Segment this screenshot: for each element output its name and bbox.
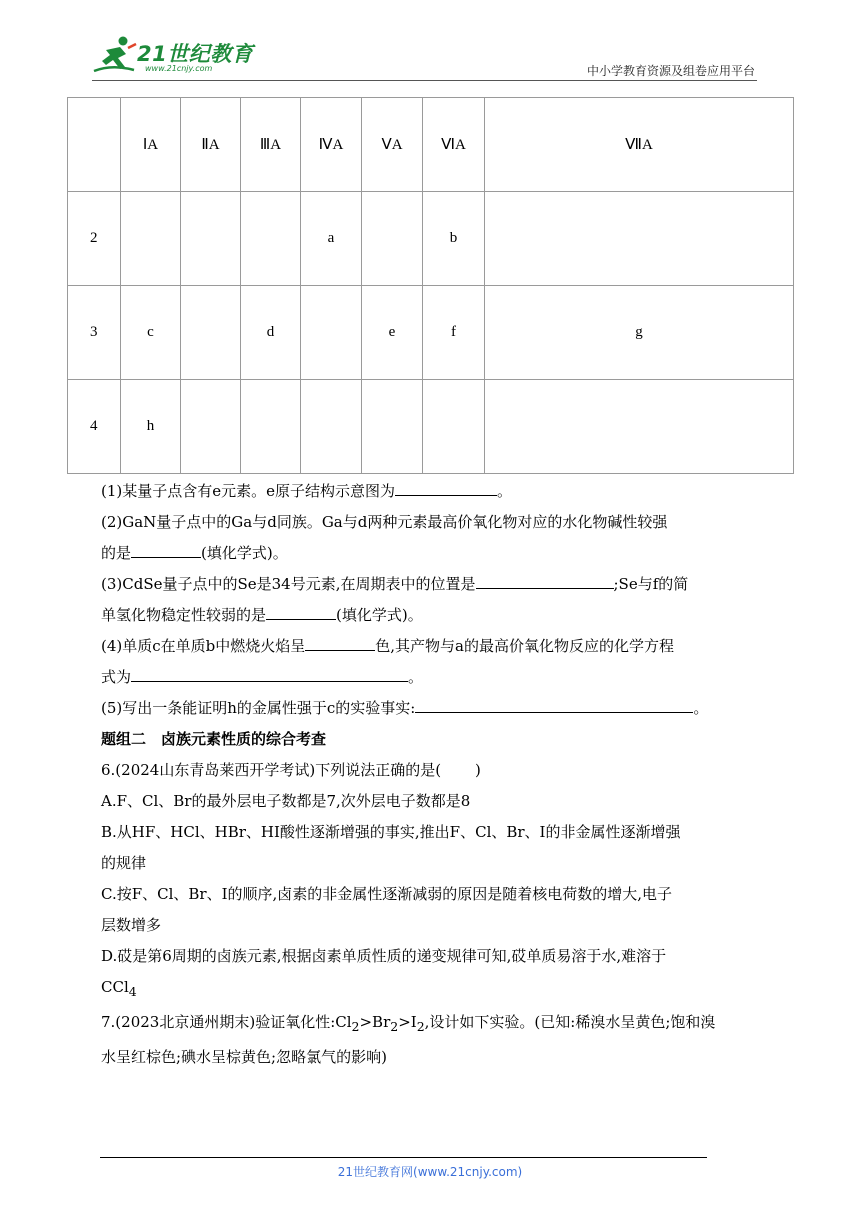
header-divider xyxy=(92,80,757,81)
question-4 xyxy=(101,631,763,662)
table-cell xyxy=(362,380,423,474)
question-4-cont xyxy=(101,662,763,693)
table-cell: f xyxy=(423,286,485,380)
question-text: (1)某量子点含有e元素。e原子结构示意图为 xyxy=(101,482,396,500)
table-cell xyxy=(68,98,121,192)
table-cell: a xyxy=(301,192,362,286)
option-b: B.从HF、HCl、HBr、HI酸性逐渐增强的事实,推出F、Cl、Br、I的非金属性逐渐增强 xyxy=(101,823,681,841)
answer-blank xyxy=(305,633,375,651)
question-text: (4)单质c在单质b中燃烧火焰呈 xyxy=(101,637,306,655)
table-cell: b xyxy=(423,192,485,286)
logo xyxy=(92,34,267,76)
platform-title: 中小学教育资源及组卷应用平台 xyxy=(586,64,755,78)
table-cell: e xyxy=(362,286,423,380)
question-text: 。 xyxy=(408,668,424,686)
table-row xyxy=(68,380,794,474)
group-header: ⅦA xyxy=(485,98,794,192)
question-text: ;Se与f的简 xyxy=(613,575,689,593)
formula-subscript: 4 xyxy=(128,984,137,999)
group-header: ⅢA xyxy=(241,98,301,192)
question-1 xyxy=(101,476,763,507)
question-text: (5)写出一条能证明h的金属性强于c的实验事实: xyxy=(101,699,416,717)
table-cell: h xyxy=(121,380,181,474)
group-header: ⅥA xyxy=(423,98,485,192)
question-text: (填化学式)。 xyxy=(201,544,288,562)
table-cell xyxy=(301,286,362,380)
question-7 xyxy=(101,1007,763,1042)
table-cell xyxy=(181,380,241,474)
table-cell xyxy=(485,192,794,286)
section-title: 题组二 卤族元素性质的综合考查 xyxy=(101,730,327,748)
table-cell xyxy=(241,380,301,474)
question-text: (3)CdSe量子点中的Se是34号元素,在周期表中的位置是 xyxy=(101,575,476,593)
period-label: 3 xyxy=(68,286,121,380)
question-text: (2)GaN量子点中的Ga与d同族。Ga与d两种元素最高价氧化物对应的水化物碱性较强 xyxy=(101,513,668,531)
table-cell xyxy=(181,286,241,380)
question-text: 6.(2024山东青岛莱西开学考试)下列说法正确的是( xyxy=(101,761,442,779)
table-row xyxy=(68,192,794,286)
table-cell: c xyxy=(121,286,181,380)
option-b-cont: 的规律 xyxy=(101,854,147,872)
question-text: 7.(2023北京通州期末)验证氧化性:Cl xyxy=(101,1013,352,1031)
question-5 xyxy=(101,693,763,724)
table-cell xyxy=(423,380,485,474)
formula-subscript: 2 xyxy=(416,1019,425,1034)
footer-link[interactable]: 21世纪教育网(www.21cnjy.com) xyxy=(337,1165,523,1179)
question-text: ) xyxy=(475,761,481,779)
question-2-cont xyxy=(101,538,763,569)
question-text: >I xyxy=(398,1013,417,1031)
table-header-row xyxy=(68,98,794,192)
group-header: ⅤA xyxy=(362,98,423,192)
table-row xyxy=(68,286,794,380)
answer-blank xyxy=(415,695,693,713)
question-3-cont xyxy=(101,600,763,631)
logo-url: www.21cnjy.com xyxy=(145,64,213,73)
question-3 xyxy=(101,569,763,600)
table-cell xyxy=(362,192,423,286)
footer-divider xyxy=(100,1157,707,1158)
answer-blank xyxy=(266,602,336,620)
formula-subscript: 2 xyxy=(390,1019,399,1034)
table-cell xyxy=(121,192,181,286)
table-cell: d xyxy=(241,286,301,380)
question-text: 色,其产物与a的最高价氧化物反应的化学方程 xyxy=(375,637,674,655)
runner-logo-icon xyxy=(92,34,140,76)
question-2 xyxy=(101,507,763,538)
question-text: 的是 xyxy=(101,544,132,562)
answer-blank xyxy=(395,478,497,496)
question-text: >Br xyxy=(359,1013,391,1031)
table-cell xyxy=(241,192,301,286)
period-label: 2 xyxy=(68,192,121,286)
question-text: 。 xyxy=(693,699,709,717)
option-c-cont: 层数增多 xyxy=(101,916,162,934)
group-header: ⅣA xyxy=(301,98,362,192)
question-text: 单氢化物稳定性较弱的是 xyxy=(101,606,267,624)
table-cell xyxy=(181,192,241,286)
formula-text: CCl xyxy=(101,978,129,996)
option-d-cont xyxy=(101,972,763,1007)
table-cell xyxy=(301,380,362,474)
answer-blank xyxy=(476,571,614,589)
option-c: C.按F、Cl、Br、I的顺序,卤素的非金属性逐渐减弱的原因是随着核电荷数的增大,电子 xyxy=(101,885,673,903)
question-6 xyxy=(101,755,763,786)
option-d: D.砹是第6周期的卤族元素,根据卤素单质性质的递变规律可知,砹单质易溶于水,难溶于 xyxy=(101,947,667,965)
group-header: ⅡA xyxy=(181,98,241,192)
table-cell xyxy=(485,380,794,474)
question-content xyxy=(101,476,763,1073)
question-text: ,设计如下实验。(已知:稀溴水呈黄色;饱和溴 xyxy=(424,1013,716,1031)
answer-blank xyxy=(131,664,408,682)
formula-subscript: 2 xyxy=(351,1019,360,1034)
periodic-table xyxy=(67,97,794,474)
question-text: 式为 xyxy=(101,668,132,686)
page-header xyxy=(92,34,757,80)
period-label: 4 xyxy=(68,380,121,474)
question-text: (填化学式)。 xyxy=(336,606,423,624)
question-text: 。 xyxy=(497,482,513,500)
table-cell: g xyxy=(485,286,794,380)
question-7-cont: 水呈红棕色;碘水呈棕黄色;忽略氯气的影响) xyxy=(101,1048,387,1066)
logo-text: 21世纪教育 xyxy=(137,42,254,66)
group-header: ⅠA xyxy=(121,98,181,192)
option-a: A.F、Cl、Br的最外层电子数都是7,次外层电子数都是8 xyxy=(101,792,471,810)
answer-blank xyxy=(131,540,201,558)
